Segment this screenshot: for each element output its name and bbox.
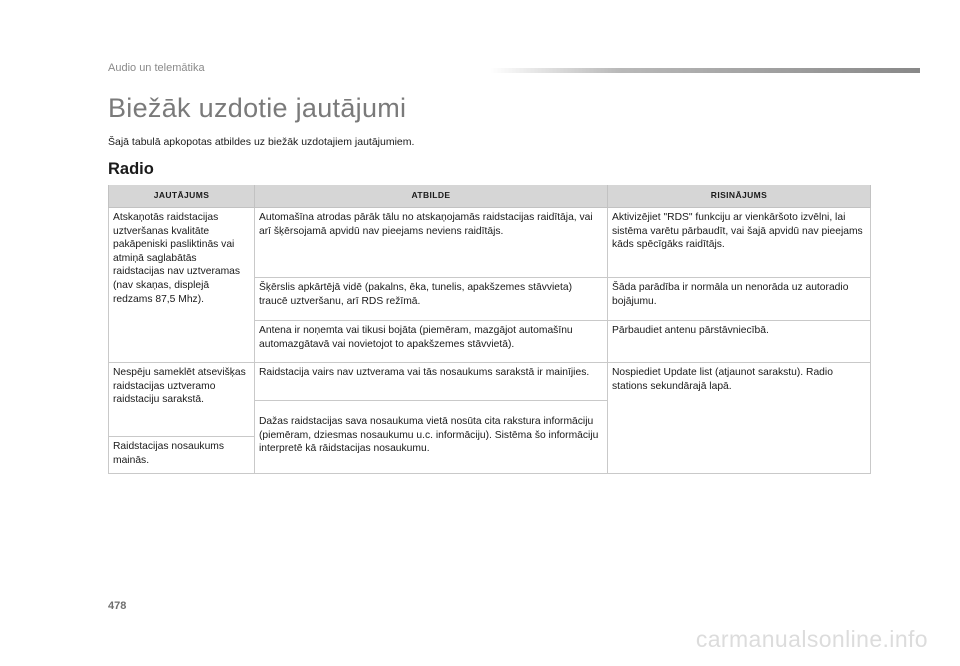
answer-cell: Antena ir noņemta vai tikusi bojāta (piemēram, mazgājot automašīnu automazgātavā vai novietojot to apakšzemes stāvvietā). [255, 321, 608, 363]
table-row [109, 363, 871, 401]
watermark: carmanualsonline.info [695, 626, 928, 652]
answer-cell: Raidstacija vairs nav uztverama vai tās nosaukums sarakstā ir mainījies. [255, 363, 608, 401]
question-cell: Nespēju sameklēt atsevišķas raidstacijas uztveramo raidstaciju sarakstā. [109, 363, 255, 437]
page-number: 478 [108, 600, 127, 612]
table-header-row [109, 185, 871, 208]
column-header-question: JAUTĀJUMS [109, 185, 255, 208]
solution-cell: Šāda parādība ir normāla un nenorāda uz autoradio bojājumu. [608, 278, 871, 321]
question-cell: Atskaņotās raidstacijas uztveršanas kvalitāte pakāpeniski pasliktinās vai atmiņā saglabātās raidstacijas nav uztveramas (nav skaņas, displejā redzams 87,5 Mhz). [109, 208, 255, 363]
solution-cell: Nospiediet Update list (atjaunot sarakstu). Radio stations sekundārajā lapā. [608, 363, 871, 474]
answer-cell: Šķērslis apkārtējā vidē (pakalns, ēka, tunelis, apakšzemes stāvvieta) traucē uztveršanu, arī RDS režīmā. [255, 278, 608, 321]
section-label: Audio un telemātika [108, 62, 205, 74]
column-header-answer: ATBILDE [255, 185, 608, 208]
faq-table [108, 185, 871, 474]
page-intro: Šajā tabulā apkopotas atbildes uz biežāk uzdotajiem jautājumiem. [108, 136, 415, 148]
answer-cell: Dažas raidstacijas sava nosaukuma vietā nosūta cita rakstura informāciju (piemēram, dziesmas nosaukumu u.c. informāciju). Sistēma šo informāciju interpretē kā rāidstacijas nosaukumu. [255, 401, 608, 474]
question-cell: Raidstacijas nosaukums mainās. [109, 437, 255, 474]
solution-cell: Pārbaudiet antenu pārstāvniecībā. [608, 321, 871, 363]
solution-cell: Aktivizējiet "RDS" funkciju ar vienkāršoto izvēlni, lai sistēma varētu pārbaudīt, vai šajā apvidū nav pieejams kāds spēcīgāks raidītājs. [608, 208, 871, 278]
table-row [109, 208, 871, 278]
page-title: Biežāk uzdotie jautājumi [108, 93, 407, 123]
header-divider [490, 68, 920, 73]
answer-cell: Automašīna atrodas pārāk tālu no atskaņojamās raidstacijas raidītāja, vai arī šķērsojamā apvidū nav pieejams neviens raidītājs. [255, 208, 608, 278]
section-title: Radio [108, 160, 154, 178]
column-header-solution: RISINĀJUMS [608, 185, 871, 208]
